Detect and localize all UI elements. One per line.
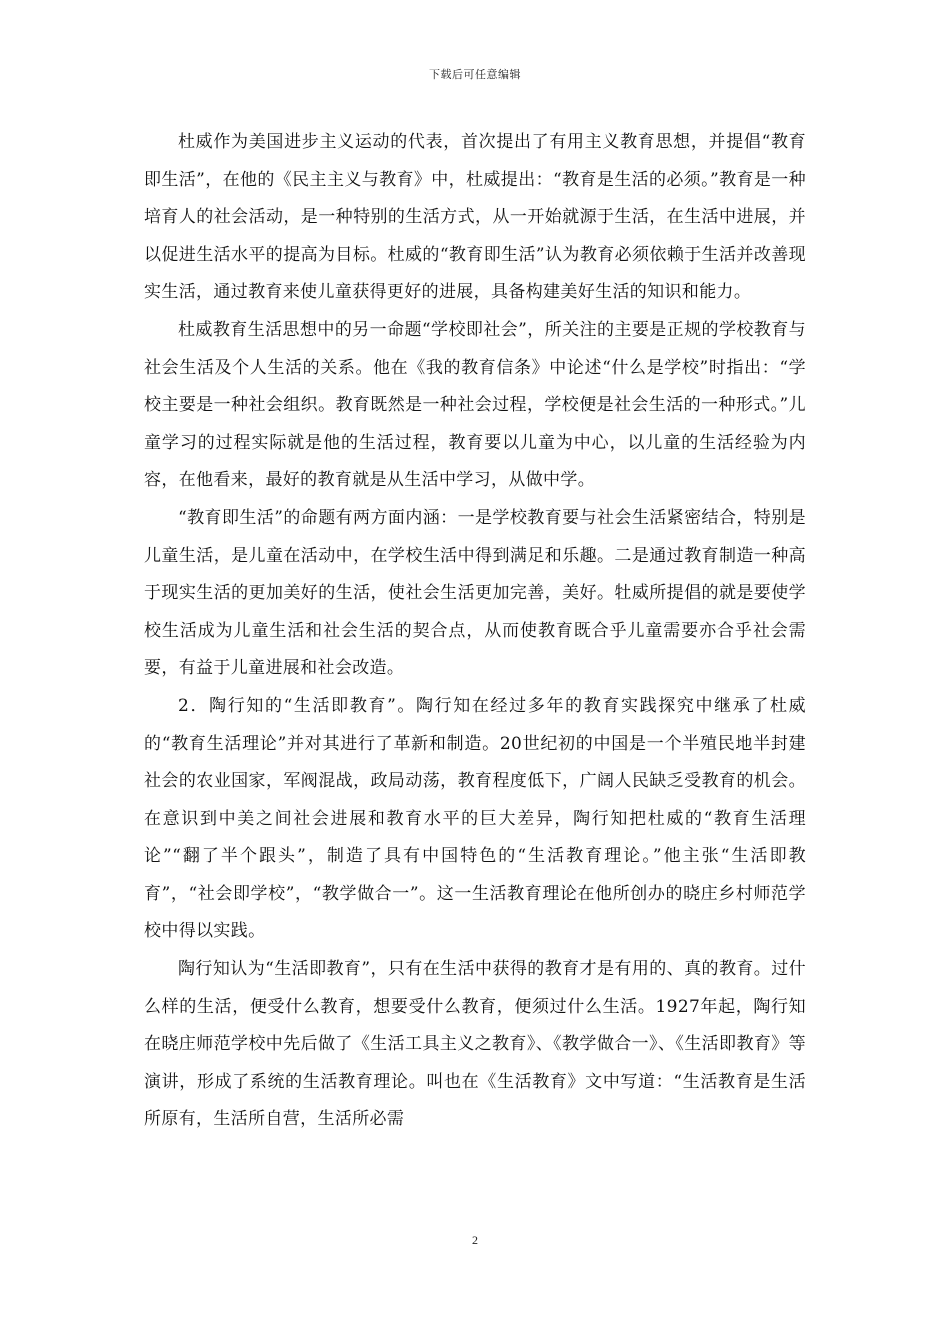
paragraph-school-is-society: 杜威教育生活思想中的另一命题“学校即社会”，所关注的主要是正规的学校教育与社会生活及个人生活的关系。他在《我的教育信条》中论述“什么是学校”时指出：“学校主要是一种社会组织。教育既然是一种社会过程，学校便是社会生活的一种形式。”儿童学习的过程实际就是他的生活过程，教育要以儿童为中心，以儿童的生活经验为内容，在他看来，最好的教育就是从生活中学习，从做中学。 xyxy=(144,319,806,491)
page-header: 下载后可任意编辑 xyxy=(429,68,521,81)
paragraph-tao-xingzhi-theory: 陶行知认为“生活即教育”，只有在生活中获得的教育才是有用的、真的教育。过什么样的生活，便受什么教育，想要受什么教育，便须过什么生活。1927年起，陶行知在晓庄师范学校中先后做了《生活工具主义之教育》、《教学做合一》、《生活即教育》等演讲，形成了系统的生活教育理论。叫也在《生活教育》文中写道：“生活教育是生活所原有，生活所自营，生活所必需 xyxy=(144,959,806,1130)
page-number: 2 xyxy=(472,1233,478,1247)
paragraph-tao-xingzhi-life-is-education: 2．陶行知的“生活即教育”。陶行知在经过多年的教育实践探究中继承了杜威的“教育生活理论”并对其进行了革新和制造。20世纪初的中国是一个半殖民地半封建社会的农业国家，军阀混战，政局动荡，教育程度低下，广阔人民缺乏受教育的机会。在意识到中美之间社会进展和教育水平的巨大差异，陶行知把杜威的“教育生活理论”“翻了半个跟头”，制造了具有中国特色的“生活教育理论。”他主张“生活即教育”，“社会即学校”，“教学做合一”。这一生活教育理论在他所创办的晓庄乡村师范学校中得以实践。 xyxy=(144,695,806,942)
paragraph-dewey-education-is-life: 杜威作为美国进步主义运动的代表，首次提出了有用主义教育思想，并提倡“教育即生活”，在他的《民主主义与教育》中，杜威提出：“教育是生活的必须。”教育是一种培育人的社会活动，是一种特别的生活方式，从一开始就源于生活，在生活中进展，并以促进生活水平的提高为目标。杜威的“教育即生活”认为教育必须依赖于生活并改善现实生活，通过教育来使儿童获得更好的进展，具备构建美好生活的知识和能力。 xyxy=(144,132,806,303)
paragraph-two-meanings: “教育即生活”的命题有两方面内涵：一是学校教育要与社会生活紧密结合，特别是儿童生活，是儿童在活动中，在学校生活中得到满足和乐趣。二是通过教育制造一种高于现实生活的更加美好的生活，使社会生活更加完善，美好。牡威所提倡的就是要使学校生活成为儿童生活和社会生活的契合点，从而使教育既合乎儿童需要亦合乎社会需要，有益于儿童进展和社会改造。 xyxy=(144,507,806,679)
body-text xyxy=(144,124,806,1139)
